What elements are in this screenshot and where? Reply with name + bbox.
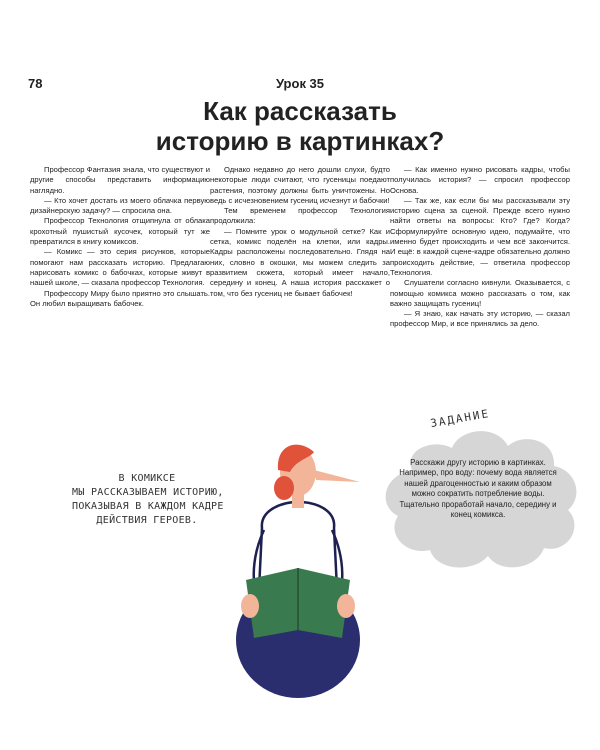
paragraph: — Как именно нужно рисовать кадры, чтобы получилась история? — спросил профессор Основа. [390,165,570,195]
text-column-3 [390,165,570,330]
task-label: ЗАДАНИЕ [429,406,492,431]
hair-bun [274,476,294,500]
page-number: 78 [28,76,43,91]
caption-line: ДЕЙСТВИЯ ГЕРОЕВ. [96,515,198,526]
left-hand [241,594,259,618]
nose [314,470,360,482]
text-column-2 [210,165,390,299]
paragraph: Слушатели согласно кивнули. Оказывается, с помощью комикса можно рассказать о том, как важно защищать гусениц! [390,278,570,308]
girl-reading-illustration [220,410,390,710]
caption-line: МЫ РАССКАЗЫВАЕМ ИСТОРИЮ, [72,487,224,498]
paragraph: — Кто хочет достать из моего облачка первую дизайнерскую задачу? — спросила она. [30,195,210,216]
title-line-1: Как рассказать [203,96,397,126]
task-text: Расскажи другу историю в картинках. Например, про воду: почему вода является нашей драгоценностью и каким образом можно сократить потребление воды. Тщательно проработай начало, середину и конец комикса. [399,458,557,520]
lesson-label: Урок 35 [275,76,325,91]
right-hand [337,594,355,618]
paragraph: — Я знаю, как начать эту историю, — сказал профессор Мир, и все принялись за дело. [390,309,570,329]
paragraph: Тем временем профессор Технология продолжила: [210,206,390,226]
paragraph: Однако недавно до него дошли слухи, будто некоторые люди считают, что гусеницы поедают растения, поэтому должны быть уничтожены. Но ведь с исчезновением гусениц исчезнут и бабочки! [210,165,390,205]
caption-line: В КОМИКСЕ [118,473,176,484]
caption-line: ПОКАЗЫВАЯ В КАЖДОМ КАДРЕ [72,501,224,512]
handwritten-caption [72,472,222,528]
paragraph: — Комикс — это серия рисунков, которые помогают нам рассказать историю. Предлагаю нарисовать комикс о бабочках, которые живут в нашей школе, — сказала профессор Технология. [30,247,210,288]
paragraph: Профессору Миру было приятно это слышать. Он любил выращивать бабочек. [30,288,210,308]
paragraph: Профессор Фантазия знала, что существуют и другие способы представить информацию наглядно. [30,165,210,195]
paragraph: Профессор Технология отщипнула от облака крохотный пушистый кусочек, который тут же превратился в книгу комиксов. [30,216,210,247]
text-column-1 [30,165,210,309]
page-title [150,96,450,156]
paragraph: — Помните урок о модульной сетке? Как и сетка, комикс поделён на клетки, или кадры. Кадры расположены последовательно. Глядя на них, словно в окошки, мы можем следить за развитием сюжета, который имеет начало, середину и конец. А наша история расскажет о том, что без гусениц не бывает бабочек! [210,226,390,298]
paragraph: — Так же, как если бы мы рассказывали эту историю сцена за сценой. Прежде всего нужно найти ответы на вопросы: Кто? Где? Когда? Сформулируйте основную идею, подумайте, что именно будет происходить и чем всё закончится. И ещё: в каждой сцене-кадре обязательно должно происходить действие, — ответила профессор Технология. [390,195,570,277]
title-line-2: историю в картинках? [155,126,445,156]
